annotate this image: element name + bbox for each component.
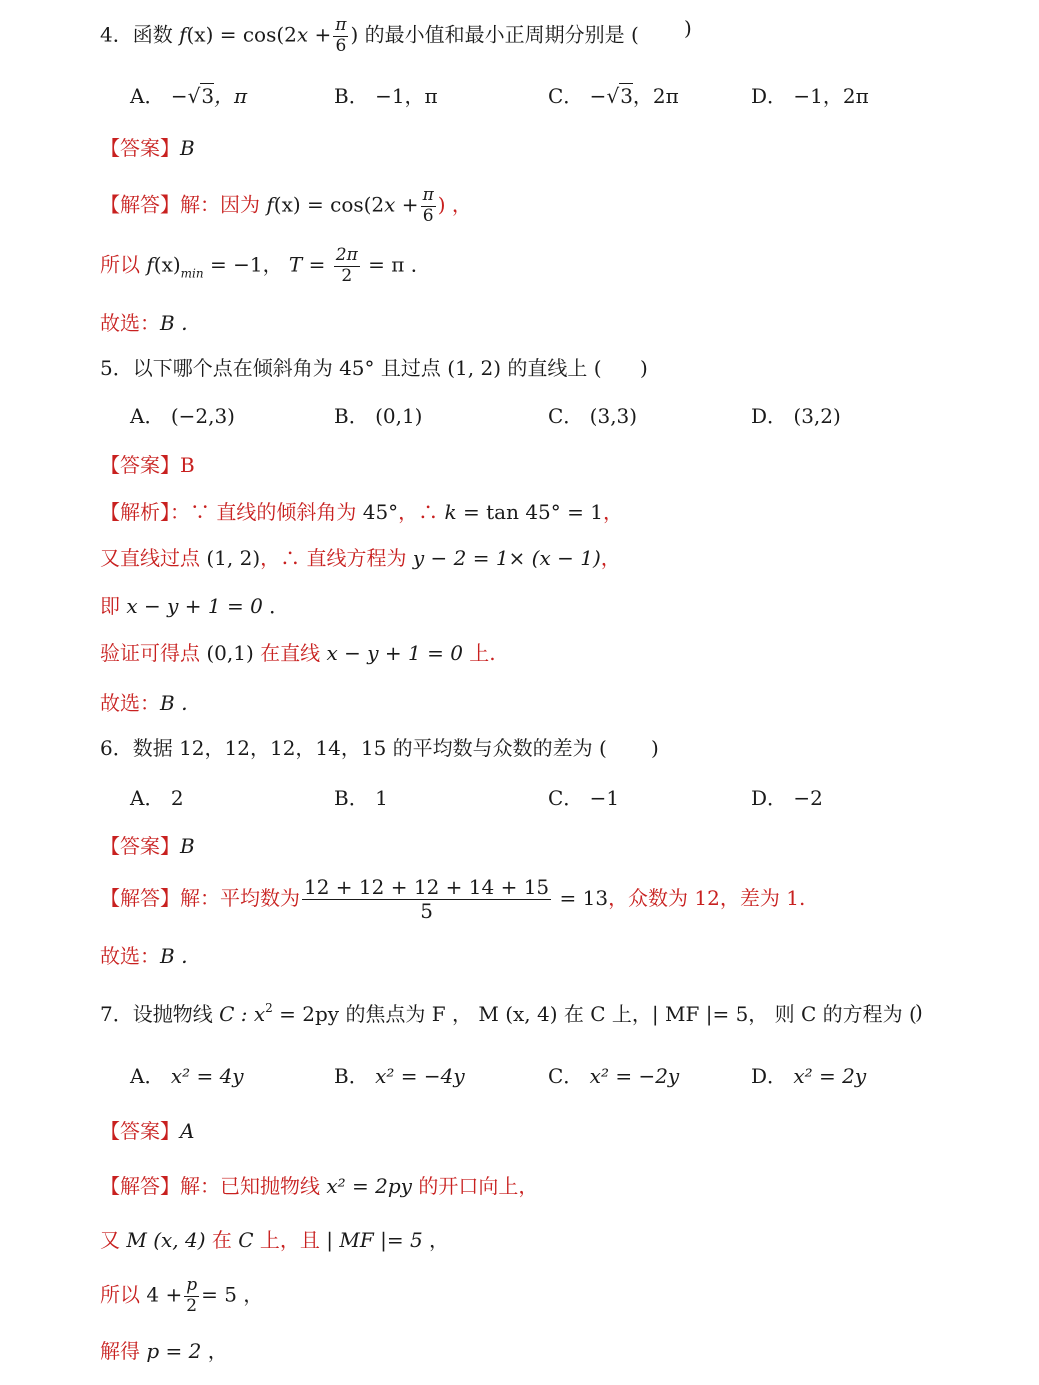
q7-option-b-text: x² = −4y [375,1064,465,1088]
q4-stem-b: (x) = cos(2 [186,22,297,47]
q6-option-d-text: −2 [793,786,823,810]
q4-pi: π [335,15,347,35]
q5-option-c-text: (3,3) [589,404,638,428]
q4-option-c-post: ，2π [632,84,679,108]
q5-answer [100,455,195,475]
q5-answer-label: 【答案】 [100,453,180,477]
q6-sol-a: 解：平均数为 [180,886,300,910]
q7-solution-line-3 [100,1276,263,1316]
q6-pick-value: B ． [160,944,202,968]
q4-sol-plus: + [395,192,419,217]
q5-stem: 5．以下哪个点在倾斜角为 45° 且过点 (1, 2) 的直线上 ( [100,356,602,380]
q6-option-c [548,788,619,808]
q5-l2b: (1, 2) [206,546,261,570]
q4-option-c-letter: C． [548,84,584,108]
q4-sol-T: T [288,252,303,277]
q7-answer [100,1121,194,1141]
q4-pick-label: 故选： [100,311,160,335]
q7-l3b: 4 + [146,1282,183,1307]
q5-l4c: 在直线 [253,641,327,665]
q4-option-b [334,86,438,106]
q7-p: p [186,1275,198,1295]
q7-solution-line-2 [100,1230,449,1250]
q5-paren-close: ) [640,356,648,380]
q5-option-b-letter: B． [334,404,369,428]
q4-sol-2b: (x) [153,252,181,277]
q7-solution-line-1 [100,1176,538,1196]
q6-paren-close: ) [651,736,659,760]
q4-solution-line-2 [100,246,431,286]
q5-l1d: k [444,500,457,524]
q5-l2c: ，∴ 直线方程为 [260,546,413,570]
q4-option-a-post: ，π [214,84,248,108]
q7-l2a: 又 [100,1228,127,1252]
q5-sol-label: 【解析】 [100,500,170,524]
q5-option-a-text: (−2,3) [170,404,235,428]
q7-option-b-letter: B． [334,1064,369,1088]
q7-l4b: p = 2 [146,1339,202,1363]
q7-answer-value: A [180,1119,195,1143]
q6-mean-numerator: 12 + 12 + 12 + 14 + 15 [304,875,550,899]
q4-option-a-radicand: 3 [201,84,215,108]
q5-pick-value: B ． [160,691,202,715]
q5-l2d: y − 2 = 1× (x − 1) [412,546,601,570]
q6-mean-denominator: 5 [420,899,433,923]
q7-option-b [334,1066,465,1086]
q6-option-d-letter: D． [751,786,788,810]
q4-x: x [296,22,309,47]
q4-sol-1a: 解：因为 [180,192,267,217]
q7-l2d: C [238,1228,254,1252]
q4-option-a-sqrt-sign: √ [187,84,201,108]
q7-stem-a: 7．设抛物线 [100,1002,220,1026]
q4-option-a-pre: − [170,84,188,108]
q5-l1a: ：∵ 直线的倾斜角为 [170,500,363,524]
q4-option-b-letter: B． [334,84,369,108]
q4-six: 6 [335,35,347,56]
q6-answer-value: B [180,834,195,858]
q5-solution-line-3 [100,596,289,616]
q7-option-c-text: x² = −2y [589,1064,680,1088]
q5-l1b: 45° [362,500,399,524]
q6-stem: 6．数据 12，12，12，14，15 的平均数与众数的差为 ( [100,736,607,760]
q7-option-c [548,1066,679,1086]
q7-l2c: 在 [205,1228,239,1252]
q5-option-b-text: (0,1) [375,404,423,428]
q7-l3d: ， [236,1282,264,1307]
q4-option-c [548,86,679,106]
q5-l1c: ，∴ [398,500,445,524]
q5-l3c: ． [262,594,290,618]
q4-sol-1c: ) ， [437,192,472,217]
q6-sol-b: = 13 [553,886,609,910]
q7-solution-line-4 [100,1341,228,1361]
q4-sol-label: 【解答】 [100,192,180,217]
q7-option-a-text: x² = 4y [170,1064,244,1088]
q4-option-d-text: −1，2π [793,84,869,108]
q5-solution-line-1 [100,502,623,522]
q6-pick-label: 故选： [100,944,160,968]
q4-solution-line-1 [100,186,472,226]
q7-option-a-letter: A． [130,1064,165,1088]
q4-answer-value: B [180,136,195,160]
q4-sol-f: f [266,192,274,217]
q5-option-d [751,406,841,426]
q6-option-d [751,788,823,808]
q7-option-d-text: x² = 2y [793,1064,867,1088]
q7-sol-1a: 解：已知抛物线 [180,1174,327,1198]
q4-answer-label: 【答案】 [100,136,180,160]
q6-option-c-text: −1 [589,786,620,810]
q4-option-d-letter: D． [751,84,788,108]
q5-option-c [548,406,637,426]
q5-l4b: (0,1) [206,641,254,665]
q4-sol-x: x [384,192,396,217]
q4-f: f [179,22,187,47]
q7-answer-label: 【答案】 [100,1119,180,1143]
q5-option-a-letter: A． [130,404,165,428]
q7-l2e: 上，且 [253,1228,327,1252]
q7-option-d [751,1066,866,1086]
q5-l2a: 又直线过点 [100,546,207,570]
q4-sol-2c: = −1， [203,252,289,277]
q4-sol-two: 2 [341,265,353,286]
q6-option-b-letter: B． [334,786,369,810]
q7-sq: 2 [265,1001,273,1015]
q4-sol-min: min [180,266,204,281]
q5-l1f: ， [602,500,623,524]
q7-stem-c: = 2py 的焦点为 F ， M (x, 4) 在 C 上，| MF |= 5， 则 C 的方程为 ( [272,1002,917,1026]
q5-option-a [130,406,235,426]
q7-l2b: M (x, 4) [126,1228,206,1252]
q5-pick [100,693,201,713]
q6-option-a-text: 2 [170,786,184,810]
q5-option-c-letter: C． [548,404,584,428]
q4-option-a-letter: A． [130,84,165,108]
q4-option-c-sqrt-sign: √ [606,84,620,108]
q5-l3a: 即 [100,594,127,618]
q6-option-a [130,788,184,808]
q4-pick-value: B ． [160,311,202,335]
q7-option-d-letter: D． [751,1064,788,1088]
q7-l4c: ， [201,1339,228,1363]
q7-l4a: 解得 [100,1339,147,1363]
q7-option-a [130,1066,244,1086]
q6-answer-label: 【答案】 [100,834,180,858]
q4-sol-2pi-over-2 [334,246,360,286]
q4-stem-a: 4．函数 [100,22,180,47]
q7-paren-close: ) [915,1000,923,1024]
q6-option-b-text: 1 [375,786,388,810]
q5-l4a: 验证可得点 [100,641,207,665]
q5-l4e: 上. [462,641,496,665]
q5-l1e: = tan 45° = 1 [456,500,603,524]
q4-sol-pi-over-6 [421,186,436,226]
q7-l3c: = 5 [201,1282,237,1307]
q4-option-c-radicand: 3 [620,84,633,108]
q6-pick [100,946,201,966]
q6-option-a-letter: A． [130,786,165,810]
q4-pick [100,313,201,333]
q5-answer-value: B [180,453,195,477]
q7-stem [100,1002,917,1024]
q6-solution-line [100,876,805,923]
q6-option-b [334,788,388,808]
q4-option-d [751,86,869,106]
q7-l2g: ， [422,1228,450,1252]
q4-option-b-text: −1，π [375,84,438,108]
q7-sol-label: 【解答】 [100,1174,180,1198]
q4-answer [100,138,195,158]
q6-answer [100,836,195,856]
q5-pick-label: 故选： [100,691,160,715]
q7-l2f: | MF |= 5 [326,1228,423,1252]
q7-two: 2 [186,1295,198,1316]
q4-stem-c: ) 的最小值和最小正周期分别是 ( [350,22,639,47]
q5-option-d-text: (3,2) [793,404,841,428]
q4-option-c-pre: − [589,84,607,108]
q6-mean-fraction [302,876,551,923]
q7-sol-1c: 的开口向上， [411,1174,539,1198]
q5-l4d: x − y + 1 = 0 [326,641,463,665]
q4-sol-eq: = [302,252,332,277]
q4-stem [100,16,639,56]
q4-option-a [130,86,247,106]
q5-l2e: ， [600,546,621,570]
q4-paren-close: ) [684,16,692,40]
q4-sol-pi: π [422,185,434,205]
q7-l3a: 所以 [100,1282,147,1307]
q4-pi-over-6 [333,16,348,56]
q4-sol-1b: (x) = cos(2 [273,192,385,217]
q7-option-c-letter: C． [548,1064,584,1088]
q4-sol-2a: 所以 [100,252,147,277]
q5-solution-line-2 [100,548,621,568]
q4-plus: + [308,22,332,47]
q5-solution-line-4 [100,643,496,663]
q4-sol-2pi: 2π [335,245,358,265]
q4-sol2-f: f [146,252,154,277]
q6-sol-label: 【解答】 [100,886,180,910]
q4-sol-2d: = π ． [361,252,431,277]
q7-p-over-2 [184,1276,199,1316]
q7-stem-b: C : x [219,1002,266,1026]
q5-option-d-letter: D． [751,404,788,428]
q4-sol-six: 6 [422,205,434,226]
q7-sol-1b: x² = 2py [326,1174,412,1198]
q6-sol-c: ，众数为 12，差为 1. [608,886,806,910]
q5-option-b [334,406,422,426]
q6-option-c-letter: C． [548,786,584,810]
q5-l3b: x − y + 1 = 0 [126,594,263,618]
